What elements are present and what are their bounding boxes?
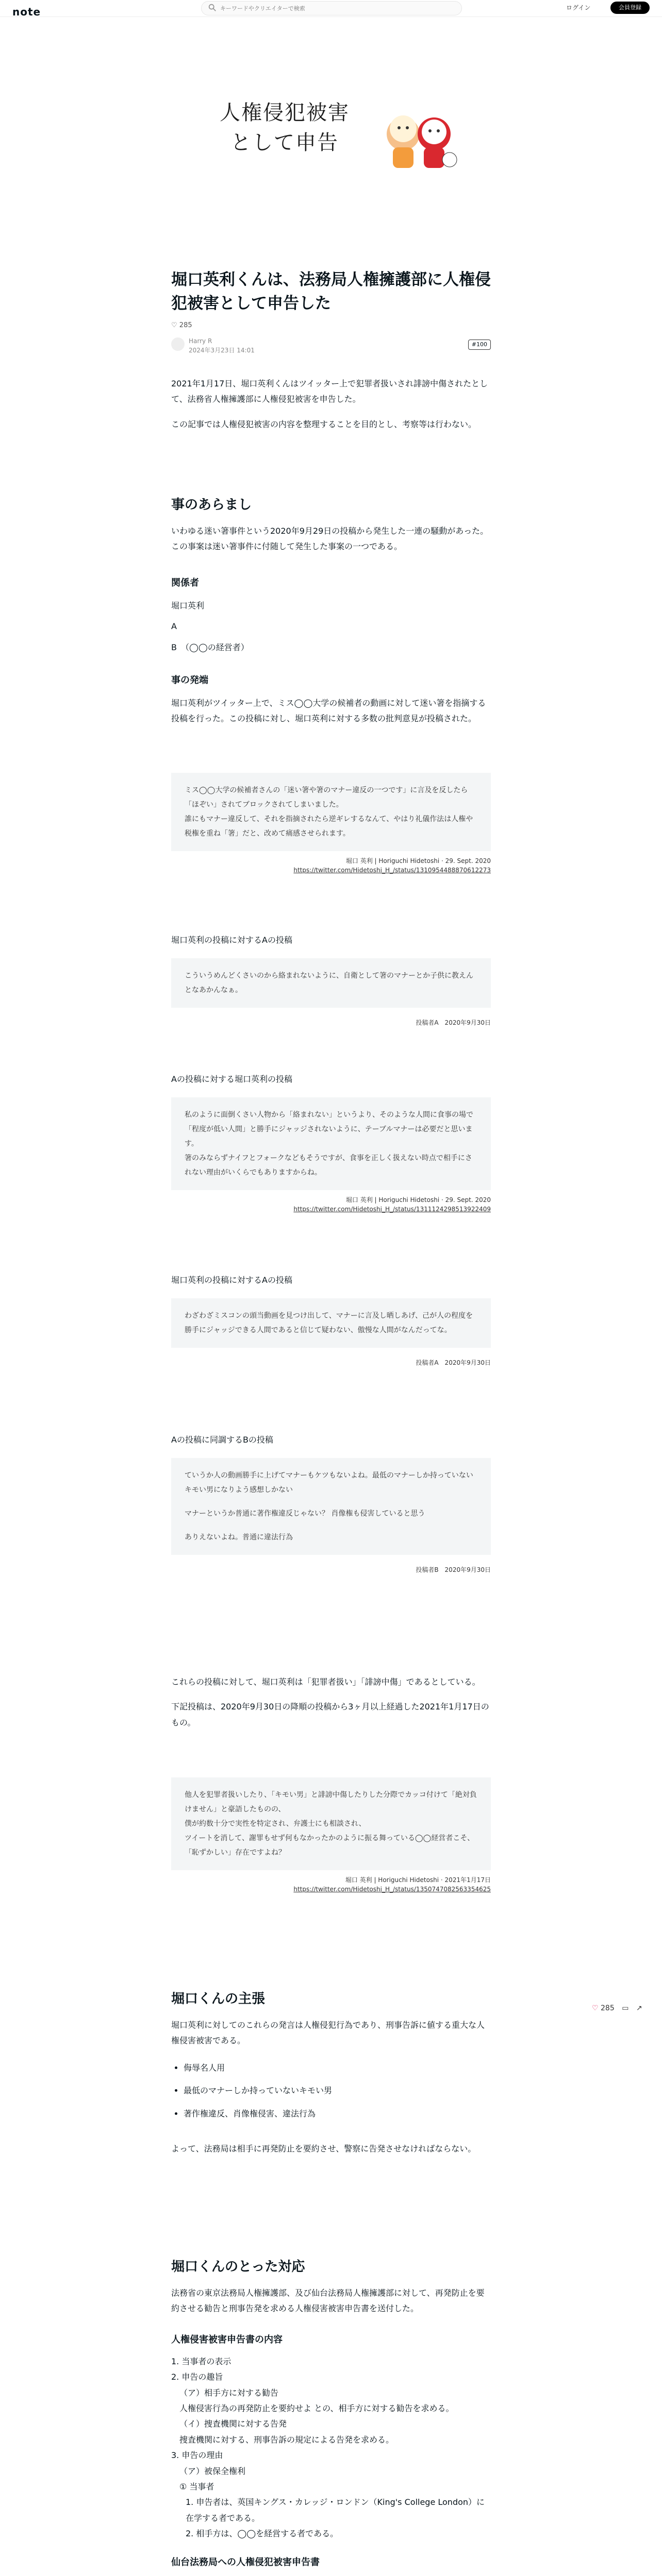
claim-after: よって、法務局は相手に再発防止を要約させ、警察に告発させなければならない。 (171, 2143, 476, 2154)
avatar[interactable] (171, 337, 185, 351)
tweet-quote: わざわざミスコンの頭当動画を見つけ出して、マナーに言及し晒しあげ、己が人の程度を勝手にジャッジできる人間であると信じて疑わない、傲慢な人間がなんだってな。 (171, 1298, 491, 1348)
quote-block-1 (171, 773, 491, 875)
doc-item: 2. 申告の趣旨 (171, 2372, 223, 2382)
tweet-quote: ていうか人の動画勝手に上げてマナーもケツもないよね。最低のマナーしか持っていないキモい男になりよう感想しかない マナーというか普通に著作権違反じゃない？ 肖像権も侵害していると思う ありえないよね。普通に違法行為 (171, 1458, 491, 1555)
doc-item: 3. 申告の理由 (171, 2450, 223, 2461)
claims-list (171, 2060, 491, 2122)
doc-item: 1. 当事者の表示 (171, 2356, 231, 2366)
article-header (171, 268, 491, 356)
after-text (171, 1674, 491, 1740)
tweet-cite: 堀口 英利 | Horiguchi Hidetoshi · 29. Sept. 2020 https://twitter.com/Hidetoshi_H_/status/1311124298513922409 (293, 1196, 491, 1213)
tweet-quote: 他人を犯罪者扱いしたり、「キモい男」と誹謗中傷したりした分際でカッコ付けて「絶対負けません」と豪語したものの、 僕が約数十分で実性を特定され、弁護士にも相談され、 ツイートを消して、謝罪もせず何もなかったかのように振る舞っている◯◯経営者こそ、「恥ずかしい」存在ですよね？ (171, 1777, 491, 1870)
hero-image (171, 77, 491, 211)
article-body-1 (171, 376, 491, 442)
party-item: A (171, 621, 177, 632)
doc-item: 捜査機関に対する、刑事告訴の規定による告発を求める。 (179, 2434, 394, 2445)
tweet-cite: 投稿者A 2020年9月30日 (416, 1359, 491, 1367)
quote-block-a2 (171, 1273, 491, 1367)
claim-item: • 著作権違反、肖像権侵害、違法行為 (184, 2106, 491, 2122)
article-title: 堀口英利くんは、法務局人権擁護部に人権侵犯被害として申告した (171, 270, 491, 313)
search-box[interactable] (201, 1, 462, 15)
tweet-quote: 私のように面倒くさい人物から「絡まれない」というより、そのような人間に食事の場で「程度が低い人間」と勝手にジャッジされないように、テーブルマナーは必要だと思います。 箸のみならずナイフとフォークなどもそうですが、食事を正しく扱えない時点で相手にされない理由がいくらでもありますからね。 (171, 1097, 491, 1190)
hero-title: 人権侵犯被害 として申告 (220, 101, 350, 155)
like-count: 285 (179, 321, 192, 329)
heading-summary: 事のあらまし (171, 497, 252, 513)
doc-item: （ア）相手方に対する勧告 (179, 2387, 279, 2398)
heading-h1: Aの投稿に対する堀口英利の投稿 (171, 1074, 292, 1084)
doc-item: 2. 相手方は、◯◯を経営する者である。 (186, 2529, 339, 2539)
comment-icon[interactable]: ▭ (622, 2004, 629, 2012)
heading-origin: 事の発端 (171, 674, 208, 686)
action-text: 法務省の東京法務局人権擁護部、及び仙台法務局人権擁護部に対して、再発防止を要約させる勧告と刑事告発を求める人権侵害被害申告書を送付した。 (171, 2288, 485, 2314)
intro-paragraph-2: この記事では人権侵犯被害の内容を整理することを目的とし、考察等は行わない。 (171, 419, 477, 429)
like-count-row[interactable] (171, 319, 491, 332)
author-row (171, 335, 491, 356)
doc-items (171, 2354, 491, 2542)
summary-text: いわゆる迷い箸事件という2020年9月29日の投稿から発生した一連の騒動があった。この事案は迷い箸事件に付随して発生した事案の一つである。 (171, 526, 489, 552)
party-item: B （◯◯の経営者） (171, 642, 249, 652)
section-action (171, 2257, 491, 2570)
follow-button[interactable]: #100 (468, 340, 491, 350)
tweet-link[interactable]: https://twitter.com/Hidetoshi_H_/status/1310954488870612273 (293, 867, 491, 874)
heading-a2: 堀口英利の投稿に対するAの投稿 (171, 1275, 292, 1285)
search-icon (208, 3, 217, 12)
claim-item: • 最低のマナーしか持っていないキモい男 (184, 2083, 491, 2098)
heading-doc: 人権侵害被害申告書の内容 (171, 2334, 283, 2345)
tweet-cite: 堀口 英利 | Horiguchi Hidetoshi · 2021年1月17日 https://twitter.com/Hidetoshi_H_/status/1350747082563354625 (293, 1876, 491, 1893)
quote-block-3 (171, 1777, 491, 1894)
claim-item: • 侮辱名人用 (184, 2060, 491, 2076)
tweet-cite: 投稿者A 2020年9月30日 (416, 1019, 491, 1027)
heading-parties: 関係者 (171, 577, 199, 588)
doc-item: （イ）捜査機関に対する告発 (179, 2419, 287, 2429)
tweet-cite: 堀口 英利 | Horiguchi Hidetoshi · 29. Sept. 2020 https://twitter.com/Hidetoshi_H_/status/1310954488870612273 (293, 857, 491, 874)
doc-item: ① 当事者 (179, 2481, 214, 2492)
tweet-link[interactable]: https://twitter.com/Hidetoshi_H_/status/1350747082563354625 (293, 1886, 491, 1893)
heading-claim: 堀口くんの主張 (171, 1991, 266, 2007)
note-logo[interactable]: note (12, 6, 41, 18)
search-input[interactable] (219, 3, 448, 14)
after-paragraph-2: 下記投稿は、2020年9月30日の降順の投稿から3ヶ月以上経過した2021年1月17日のもの。 (171, 1702, 489, 1727)
top-header (0, 0, 662, 17)
heading-sendai: 仙台法務局への人権侵犯被害申告書 (171, 2557, 320, 2568)
parties-list (171, 598, 491, 655)
like-count: 285 (601, 2004, 615, 2012)
post-date: 2024年3月23日 14:01 (189, 346, 255, 354)
quote-block-2 (171, 1072, 491, 1214)
heading-action: 堀口くんのとった対応 (171, 2259, 305, 2275)
heart-icon[interactable]: ♡ (592, 2004, 599, 2012)
quote-block-b (171, 1432, 491, 1574)
heading-a1: 堀口英利の投稿に対するAの投稿 (171, 935, 292, 945)
heading-b: Aの投稿に同調するBの投稿 (171, 1435, 273, 1445)
heart-icon[interactable]: ♡ (171, 321, 177, 329)
after-paragraph-1: これらの投稿に対して、堀口英利は「犯罪者扱い」「誹謗中傷」であるとしている。 (171, 1677, 481, 1687)
party-item: 堀口英利 (171, 600, 205, 611)
tweet-quote: ミス◯◯大学の候補者さんの「迷い箸や箸のマナー違反の一つです」に言及を反したら「ほぞい」されてブロックされてしまいました。 誰にもマナー違反して、それを指摘されたら逆ギレするなんて、やはり礼儀作法は人権や税権を重ね「箸」だと、改めて痛感させられます。 (171, 773, 491, 851)
intro-paragraph-1: 2021年1月17日、堀口英利くんはツイッター上で犯罪者扱いされ誹謗中傷されたとして、法務省人権擁護部に人権侵犯被害を申告した。 (171, 379, 488, 404)
tweet-cite: 投稿者B 2020年9月30日 (416, 1566, 491, 1574)
mascot-illustration (377, 103, 460, 185)
doc-item: （ア）被保全権利 (179, 2466, 246, 2476)
claim-text: 堀口英利に対してのこれらの発言は人権侵犯行為であり、刑事告訴に値する重大な人権侵害被害である。 (171, 2020, 485, 2046)
tweet-link[interactable]: https://twitter.com/Hidetoshi_H_/status/1311124298513922409 (293, 1206, 491, 1213)
section-claim (171, 1989, 491, 2166)
origin-text: 堀口英利がツイッター上で、ミス◯◯大学の候補者の動画に対して迷い箸を指摘する投稿を行った。この投稿に対し、堀口英利に対する多数の批判意見が投稿された。 (171, 698, 486, 724)
tweet-quote: こういうめんどくさいのから絡まれないように、自衛として箸のマナーとか子供に教えんとなあかんなぁ。 (171, 958, 491, 1008)
section-summary (171, 495, 491, 736)
doc-item: 1. 申告者は、英国キングス・カレッジ・ロンドン（King's College London）に在学する者である。 (186, 2497, 485, 2523)
signup-button[interactable]: 会員登録 (610, 2, 650, 14)
author-name[interactable]: Harry R (189, 337, 212, 345)
quote-block-a1 (171, 933, 491, 1027)
doc-item: 人権侵害行為の再発防止を要約せよ との、相手方に対する勧告を求める。 (179, 2403, 454, 2413)
share-icon[interactable]: ↗ (636, 2004, 642, 2012)
floating-actions (592, 2002, 642, 2015)
login-button[interactable]: ログイン (566, 4, 591, 11)
